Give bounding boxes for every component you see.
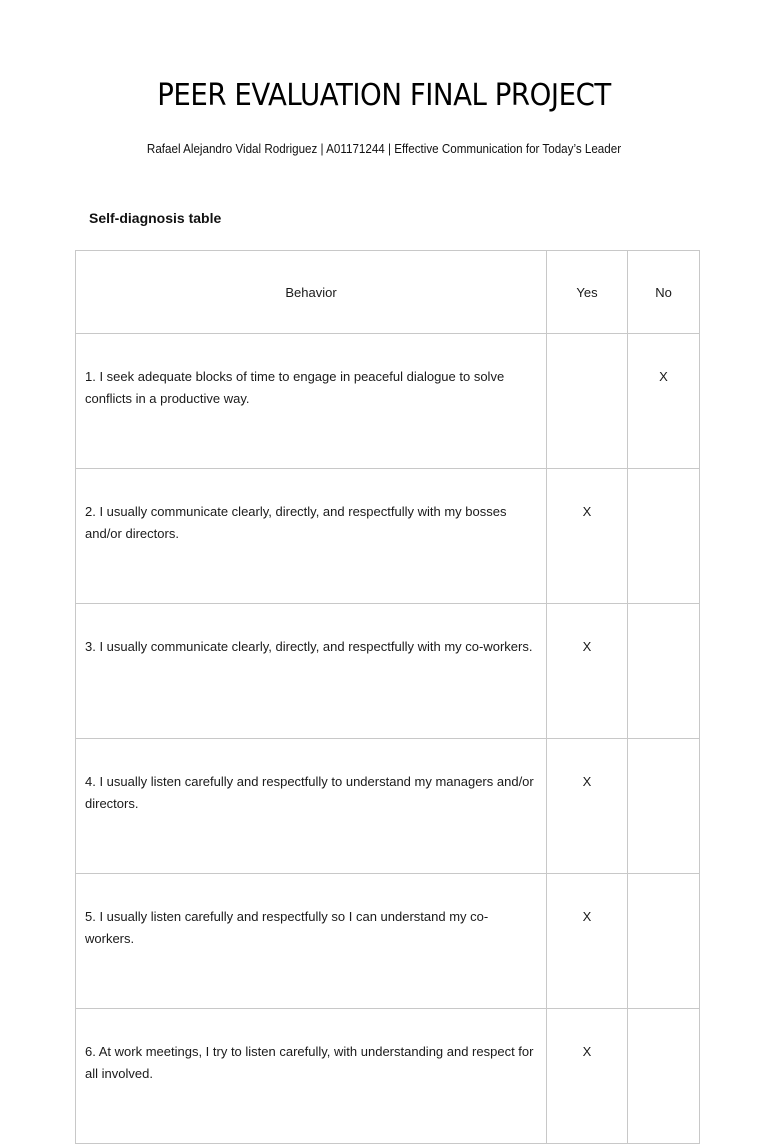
table-row (76, 604, 700, 739)
no-cell (628, 1009, 700, 1144)
table-row (76, 334, 700, 469)
table-row (76, 874, 700, 1009)
behavior-cell: 4. I usually listen carefully and respectfully to understand my managers and/or directors. (76, 739, 547, 874)
behavior-cell: 2. I usually communicate clearly, directly, and respectfully with my bosses and/or directors. (76, 469, 547, 604)
table-row (76, 1009, 700, 1144)
behavior-cell: 5. I usually listen carefully and respectfully so I can understand my co-workers. (76, 874, 547, 1009)
no-cell (628, 469, 700, 604)
table-row (76, 469, 700, 604)
behavior-cell: 6. At work meetings, I try to listen carefully, with understanding and respect for all involved. (76, 1009, 547, 1144)
no-cell (628, 604, 700, 739)
table-row (76, 739, 700, 874)
yes-cell (547, 334, 628, 469)
self-diagnosis-table (75, 250, 700, 1144)
no-cell (628, 874, 700, 1009)
table-header-row (76, 251, 700, 334)
yes-cell: X (547, 469, 628, 604)
behavior-cell: 1. I seek adequate blocks of time to engage in peaceful dialogue to solve conflicts in a productive way. (76, 334, 547, 469)
yes-cell: X (547, 739, 628, 874)
section-heading: Self-diagnosis table (89, 210, 222, 226)
behavior-cell: 3. I usually communicate clearly, directly, and respectfully with my co-workers. (76, 604, 547, 739)
page-title: PEER EVALUATION FINAL PROJECT (157, 78, 611, 113)
yes-cell: X (547, 874, 628, 1009)
column-header-behavior: Behavior (76, 251, 547, 334)
no-cell (628, 739, 700, 874)
yes-cell: X (547, 604, 628, 739)
yes-cell: X (547, 1009, 628, 1144)
page-subtitle: Rafael Alejandro Vidal Rodriguez | A01171244 | Effective Communication for Today’s Leader (146, 142, 622, 156)
column-header-no: No (628, 251, 700, 334)
no-cell: X (628, 334, 700, 469)
column-header-yes: Yes (547, 251, 628, 334)
